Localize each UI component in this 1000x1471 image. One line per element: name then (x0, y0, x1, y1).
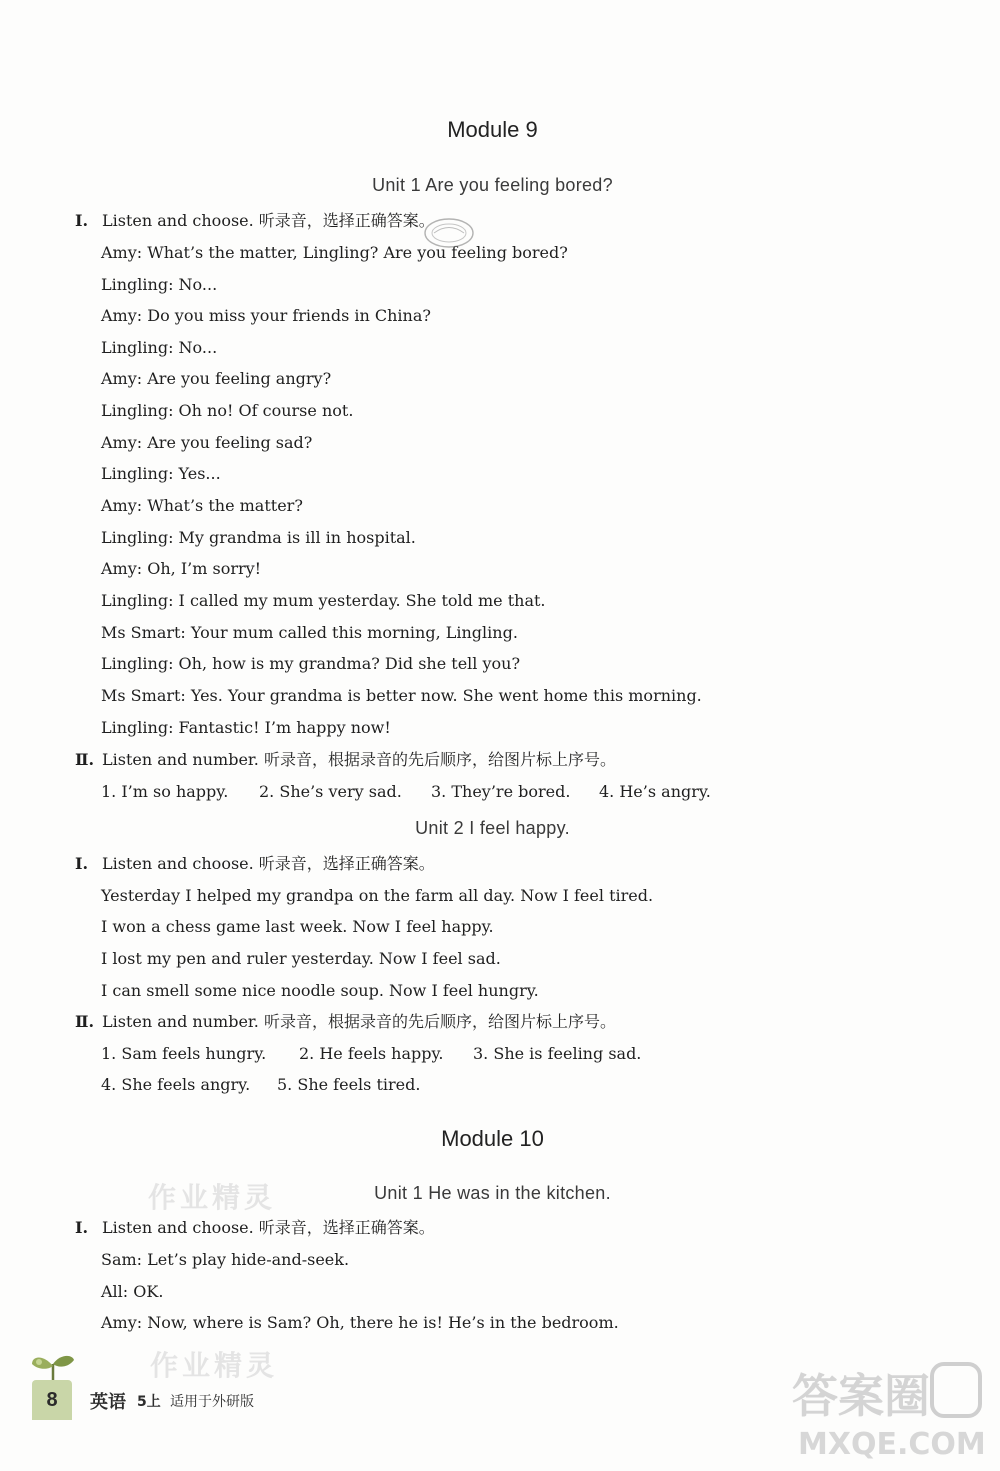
section-number: Ⅰ. (75, 211, 89, 230)
answer-item: 2. She’s very sad. (259, 782, 402, 801)
section-instruction: Listen and choose. 听录音，选择正确答案。 (102, 211, 435, 230)
answer-item: 5. She feels tired. (277, 1075, 421, 1094)
module-9-unit-1-title: Unit 1 Are you feeling bored? (372, 175, 613, 195)
dialogue-line: Amy: Are you feeling sad? (101, 433, 313, 452)
page-number: 8 (32, 1380, 72, 1420)
section-number: Ⅰ. (75, 1218, 89, 1237)
dialogue-line: Amy: Oh, I’m sorry! (101, 559, 262, 578)
watermark-text: 作业精灵 (150, 1349, 279, 1382)
section-instruction: Listen and number. 听录音，根据录音的先后顺序，给图片标上序号。 (102, 750, 616, 769)
answer-item: 1. I’m so happy. (101, 782, 229, 801)
dialogue-line: Sam: Let’s play hide-and-seek. (101, 1250, 350, 1269)
section-number: Ⅱ. (75, 1012, 95, 1031)
dialogue-line: Lingling: Yes... (101, 464, 221, 483)
answer-item: 3. They’re bored. (431, 782, 571, 801)
transcript-line: I won a chess game last week. Now I feel happy. (101, 917, 494, 936)
answer-list (101, 1075, 420, 1095)
section-number: Ⅱ. (75, 750, 95, 769)
dialogue-line: Amy: Now, where is Sam? Oh, there he is! He’s in the bedroom. (101, 1313, 619, 1332)
section-heading (75, 1012, 616, 1032)
dialogue-line: Amy: What’s the matter, Lingling? Are you feeling bored? (101, 243, 568, 262)
footer-grade: 5上 (137, 1394, 161, 1410)
section-instruction: Listen and choose. 听录音，选择正确答案。 (102, 854, 435, 873)
dialogue-line: Amy: Do you miss your friends in China? (101, 306, 431, 325)
section-instruction: Listen and choose. 听录音，选择正确答案。 (102, 1218, 435, 1237)
watermark-logo-icon (784, 1360, 989, 1460)
module-9-unit-2-title: Unit 2 I feel happy. (415, 818, 570, 838)
answer-item: 3. She is feeling sad. (473, 1044, 642, 1063)
transcript-line: I can smell some nice noodle soup. Now I feel hungry. (101, 981, 539, 1000)
answer-list (101, 782, 711, 802)
section-heading (75, 854, 435, 874)
answer-item: 4. She feels angry. (101, 1075, 251, 1094)
answer-list (101, 1044, 641, 1064)
answer-item: 1. Sam feels hungry. (101, 1044, 267, 1063)
section-number: Ⅰ. (75, 854, 89, 873)
footer-subject: 英语 (90, 1392, 126, 1413)
dialogue-line: Lingling: No... (101, 275, 218, 294)
dialogue-line: Lingling: No... (101, 338, 218, 357)
module-10-title: Module 10 (441, 1126, 544, 1151)
section-heading (75, 211, 435, 231)
dialogue-line: All: OK. (101, 1282, 164, 1301)
watermark-logo-text: 答案圈 (792, 1369, 930, 1423)
dialogue-line: Amy: What’s the matter? (101, 496, 303, 515)
stamp-icon (420, 214, 478, 252)
transcript-line: I lost my pen and ruler yesterday. Now I feel sad. (101, 949, 501, 968)
section-heading (75, 1218, 435, 1238)
dialogue-line: Lingling: Oh no! Of course not. (101, 401, 354, 420)
dialogue-line: Lingling: Fantastic! I’m happy now! (101, 718, 391, 737)
dialogue-line: Lingling: Oh, how is my grandma? Did she tell you? (101, 654, 521, 673)
dialogue-line: Ms Smart: Your mum called this morning, Lingling. (101, 623, 518, 642)
watermark-logo-url: MXQE.COM (798, 1427, 986, 1460)
answer-item: 4. He’s angry. (599, 782, 711, 801)
transcript-line: Yesterday I helped my grandpa on the farm all day. Now I feel tired. (101, 886, 654, 905)
dialogue-line: Lingling: My grandma is ill in hospital. (101, 528, 416, 547)
module-10-unit-1-title: Unit 1 He was in the kitchen. (374, 1183, 611, 1203)
section-heading (75, 750, 616, 770)
section-instruction: Listen and number. 听录音，根据录音的先后顺序，给图片标上序号。 (102, 1012, 616, 1031)
dialogue-line: Lingling: I called my mum yesterday. She told me that. (101, 591, 546, 610)
footer-edition: 适用于外研版 (170, 1394, 254, 1410)
dialogue-line: Amy: Are you feeling angry? (101, 369, 332, 388)
module-9-title: Module 9 (447, 117, 538, 142)
leaf-icon (28, 1350, 78, 1382)
dialogue-line: Ms Smart: Yes. Your grandma is better now. She went home this morning. (101, 686, 702, 705)
watermark-text: 作业精灵 (148, 1181, 277, 1214)
answer-item: 2. He feels happy. (299, 1044, 444, 1063)
